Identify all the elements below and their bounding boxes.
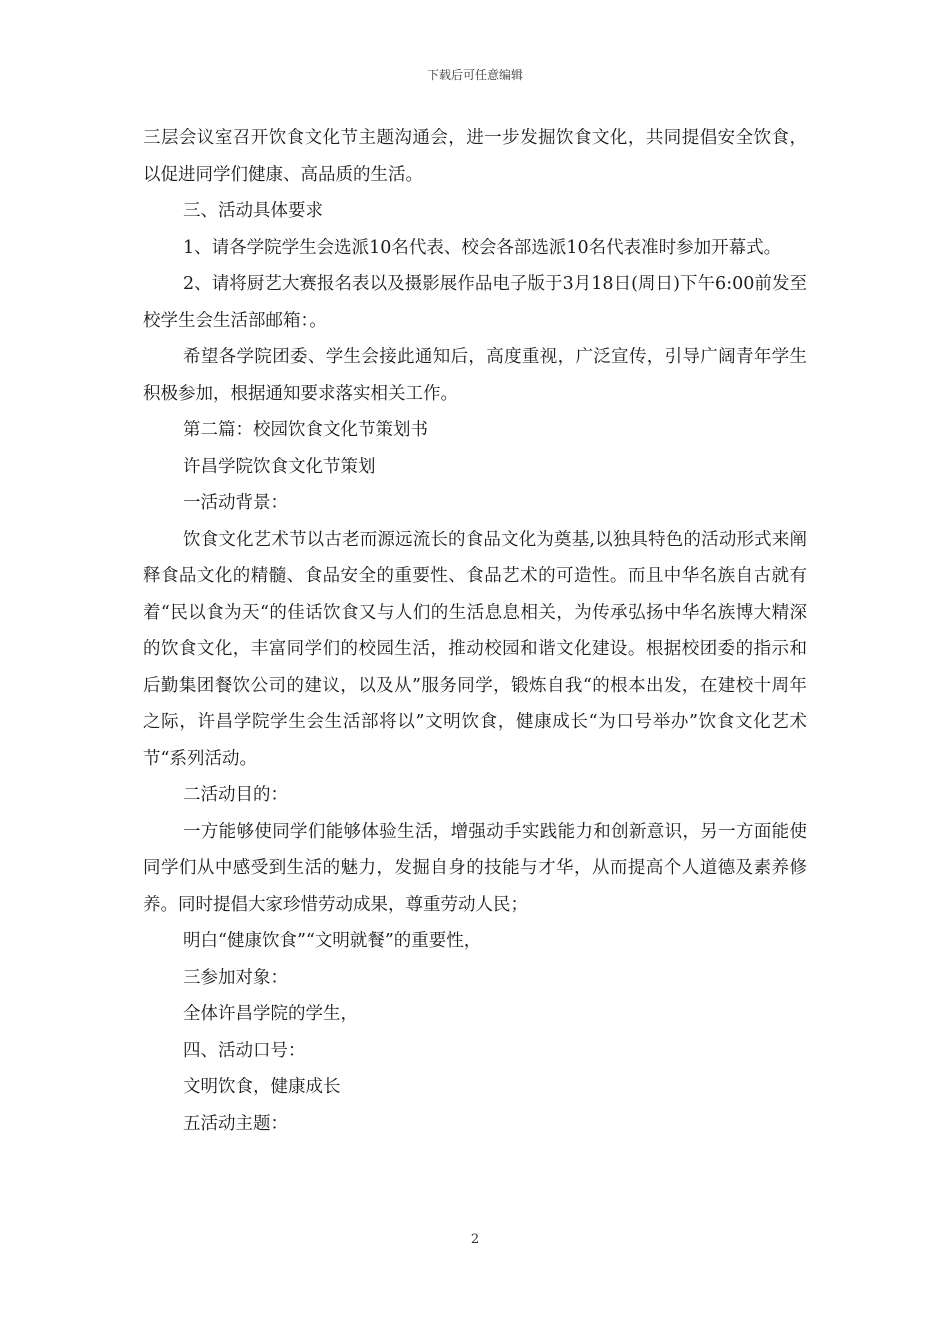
paragraph: 一方能够使同学们能够体验生活，增强动手实践能力和创新意识，另一方面能使同学们从中感受到生活的魅力，发掘自身的技能与才华，从而提高个人道德及素养修养。同时提倡大家珍惜劳动成果，尊重劳动人民； xyxy=(143,821,807,915)
paragraph: 饮食文化艺术节以古老而源远流长的食品文化为奠基,以独具特色的活动形式来阐释食品文化的精髓、食品安全的重要性、食品艺术的可造性。而且中华名族自古就有着“民以食为天“的佳话饮食又与人们的生活息息相关，为传承弘扬中华名族博大精深的饮食文化，丰富同学们的校园生活，推动校园和谐文化建设。根据校团委的指示和后勤集团餐饮公司的建议，以及从”服务同学，锻炼自我“的根本出发，在建校十周年之际，许昌学院学生会生活部将以”文明饮食，健康成长“为口号举办”饮食文化艺术节“系列活动。 xyxy=(143,529,807,769)
section-heading: 第二篇：校园饮食文化节策划书 xyxy=(183,420,428,440)
paragraph: 1、请各学院学生会选派10名代表、校会各部选派10名代表准时参加开幕式。 xyxy=(183,237,782,258)
section-heading: 三、活动具体要求 xyxy=(183,201,323,221)
section-heading: 四、活动口号： xyxy=(183,1040,306,1061)
section-heading: 一活动背景： xyxy=(183,493,288,513)
paragraph: 三层会议室召开饮食文化节主题沟通会，进一步发掘饮食文化，共同提倡安全饮食，以促进同学们健康、高品质的生活。 xyxy=(143,128,807,185)
paragraph: 2、请将厨艺大赛报名表以及摄影展作品电子版于3月18日(周日)下午6:00前发至校学生会生活部邮箱：。 xyxy=(143,274,807,331)
section-heading: 五活动主题： xyxy=(183,1113,288,1134)
paragraph: 明白“健康饮食”“文明就餐”的重要性， xyxy=(183,931,482,951)
paragraph: 文明饮食，健康成长 xyxy=(183,1077,341,1097)
page-number: 2 xyxy=(470,1232,480,1247)
section-heading: 许昌学院饮食文化节策划 xyxy=(183,456,376,477)
paragraph: 希望各学院团委、学生会接此通知后，高度重视，广泛宣传，引导广阔青年学生积极参加，根据通知要求落实相关工作。 xyxy=(143,347,807,404)
paragraph: 全体许昌学院的学生， xyxy=(183,1004,358,1024)
document-body xyxy=(143,120,807,1142)
section-heading: 二活动目的： xyxy=(183,785,288,805)
page-header: 下载后可任意编辑 xyxy=(426,68,523,82)
section-heading: 三参加对象： xyxy=(183,967,288,988)
